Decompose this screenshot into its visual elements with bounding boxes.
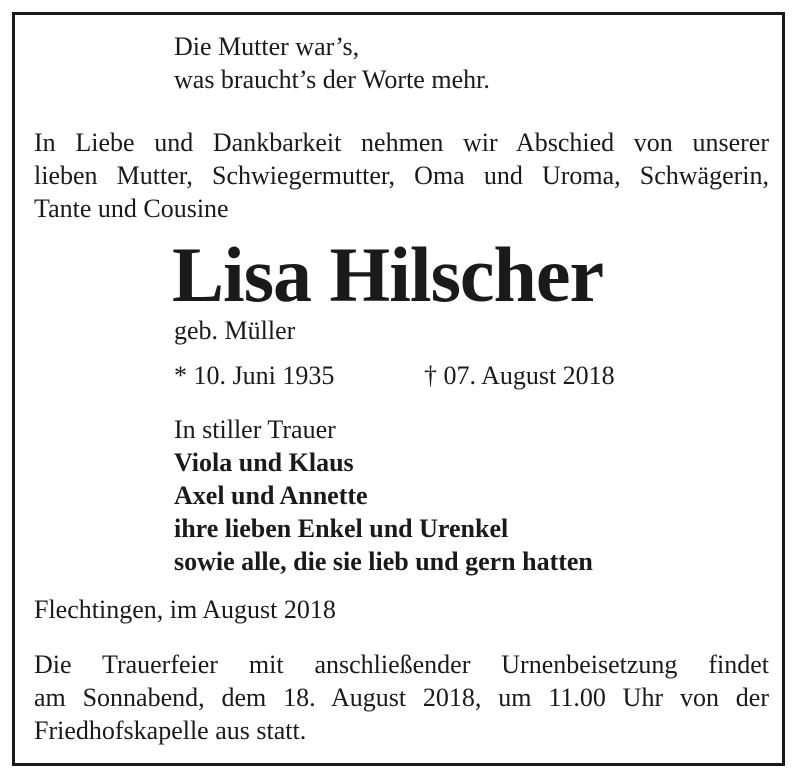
deceased-name: Lisa Hilscher [172, 231, 604, 318]
intro-line-3: Tante und Cousine [34, 194, 229, 223]
motto-line-2: was braucht’s der Worte mehr. [174, 65, 490, 94]
intro-line-1: In Liebe und Dankbarkeit nehmen wir Abschied von unserer [34, 128, 769, 157]
death-date: † 07. August 2018 [424, 361, 615, 390]
mourners-heading: In stiller Trauer [174, 415, 336, 444]
birth-date: * 10. Juni 1935 [174, 361, 335, 390]
ceremony-line-3: Friedhofskapelle aus statt. [34, 716, 307, 745]
intro-line-2: lieben Mutter, Schwiegermutter, Oma und Uroma, Schwägerin, [34, 161, 769, 190]
maiden-name: geb. Müller [174, 316, 296, 345]
motto-line-1: Die Mutter war’s, [174, 32, 360, 61]
mourner-line-4: sowie alle, die sie lieb und gern hatten [174, 547, 593, 576]
mourner-line-3: ihre lieben Enkel und Urenkel [174, 514, 509, 543]
ceremony-line-2: am Sonnabend, dem 18. August 2018, um 11.00 Uhr von der [34, 683, 769, 712]
ceremony-line-1: Die Trauerfeier mit anschließender Urnenbeisetzung findet [34, 650, 769, 679]
place-date: Flechtingen, im August 2018 [34, 595, 336, 624]
mourner-line-1: Viola und Klaus [174, 448, 354, 477]
mourner-line-2: Axel und Annette [174, 481, 368, 510]
